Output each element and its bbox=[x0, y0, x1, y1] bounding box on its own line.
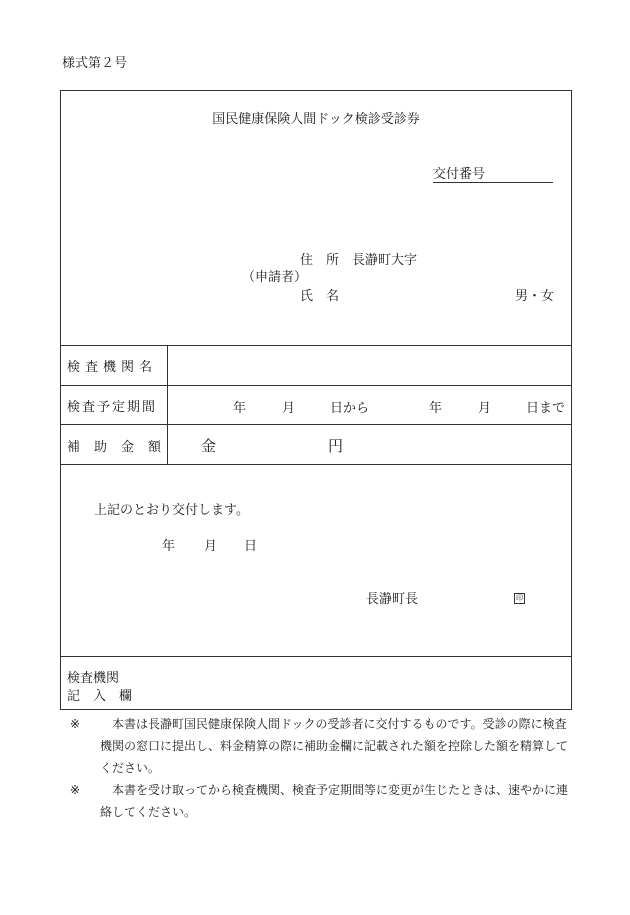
divider bbox=[61, 424, 571, 425]
issue-month: 月 bbox=[204, 539, 218, 554]
note-mark: ※ bbox=[70, 717, 81, 731]
note-mark: ※ bbox=[70, 783, 81, 797]
divider bbox=[61, 345, 571, 346]
issue-number-field[interactable] bbox=[433, 163, 553, 183]
institution-entry-label-line1: 検査機関 bbox=[67, 671, 120, 686]
subsidy-amount-label: 補助金額 bbox=[67, 440, 176, 455]
period-end-day: 日まで bbox=[526, 401, 566, 416]
name-label: 氏 名 bbox=[300, 289, 340, 304]
seal-icon: 印 bbox=[516, 594, 523, 602]
form-number: 様式第２号 bbox=[62, 56, 128, 71]
period-start-month: 月 bbox=[282, 401, 296, 416]
note-item bbox=[70, 779, 575, 823]
divider bbox=[61, 385, 571, 386]
period-start-day: 日から bbox=[330, 401, 370, 416]
issuer-name: 長瀞町長 bbox=[366, 592, 419, 607]
applicant-label: （申請者） bbox=[242, 270, 308, 285]
address-label: 住 所 bbox=[300, 253, 340, 268]
issue-number-label: 交付番号 bbox=[433, 167, 486, 182]
institution-entry-label-line2: 記 入 欄 bbox=[67, 689, 133, 704]
divider bbox=[61, 656, 571, 657]
issue-year: 年 bbox=[162, 539, 176, 554]
note-item bbox=[70, 713, 575, 779]
seal-mark bbox=[514, 589, 525, 604]
voucher-frame bbox=[60, 90, 572, 710]
subsidy-prefix: 金 bbox=[201, 437, 217, 455]
issuance-statement: 上記のとおり交付します。 bbox=[94, 503, 249, 518]
note-text: 本書を受け取ってから検査機関、検査予定期間等に変更が生じたときは、速やかに連絡してください。 bbox=[100, 783, 569, 819]
subsidy-suffix: 円 bbox=[328, 437, 344, 455]
issue-day: 日 bbox=[244, 539, 258, 554]
note-text: 本書は長瀞町国民健康保険人間ドックの受診者に交付するものです。受診の際に検査機関の窓口に提出し、料金精算の際に補助金欄に記載された額を控除した額を精算してください。 bbox=[100, 717, 569, 775]
period-start-year: 年 bbox=[233, 401, 247, 416]
period-end-year: 年 bbox=[429, 401, 443, 416]
scheduled-period-label: 検査予定期間 bbox=[67, 400, 158, 415]
document-title: 国民健康保険人間ドック検診受診券 bbox=[212, 112, 420, 127]
address-value: 長瀞町大字 bbox=[352, 253, 418, 268]
period-end-month: 月 bbox=[478, 401, 492, 416]
institution-name-label: 検査機関名 bbox=[67, 360, 158, 375]
notes-section bbox=[70, 713, 575, 823]
gender-choice[interactable]: 男・女 bbox=[515, 289, 555, 304]
institution-name-field[interactable] bbox=[171, 349, 571, 381]
divider bbox=[61, 464, 571, 465]
